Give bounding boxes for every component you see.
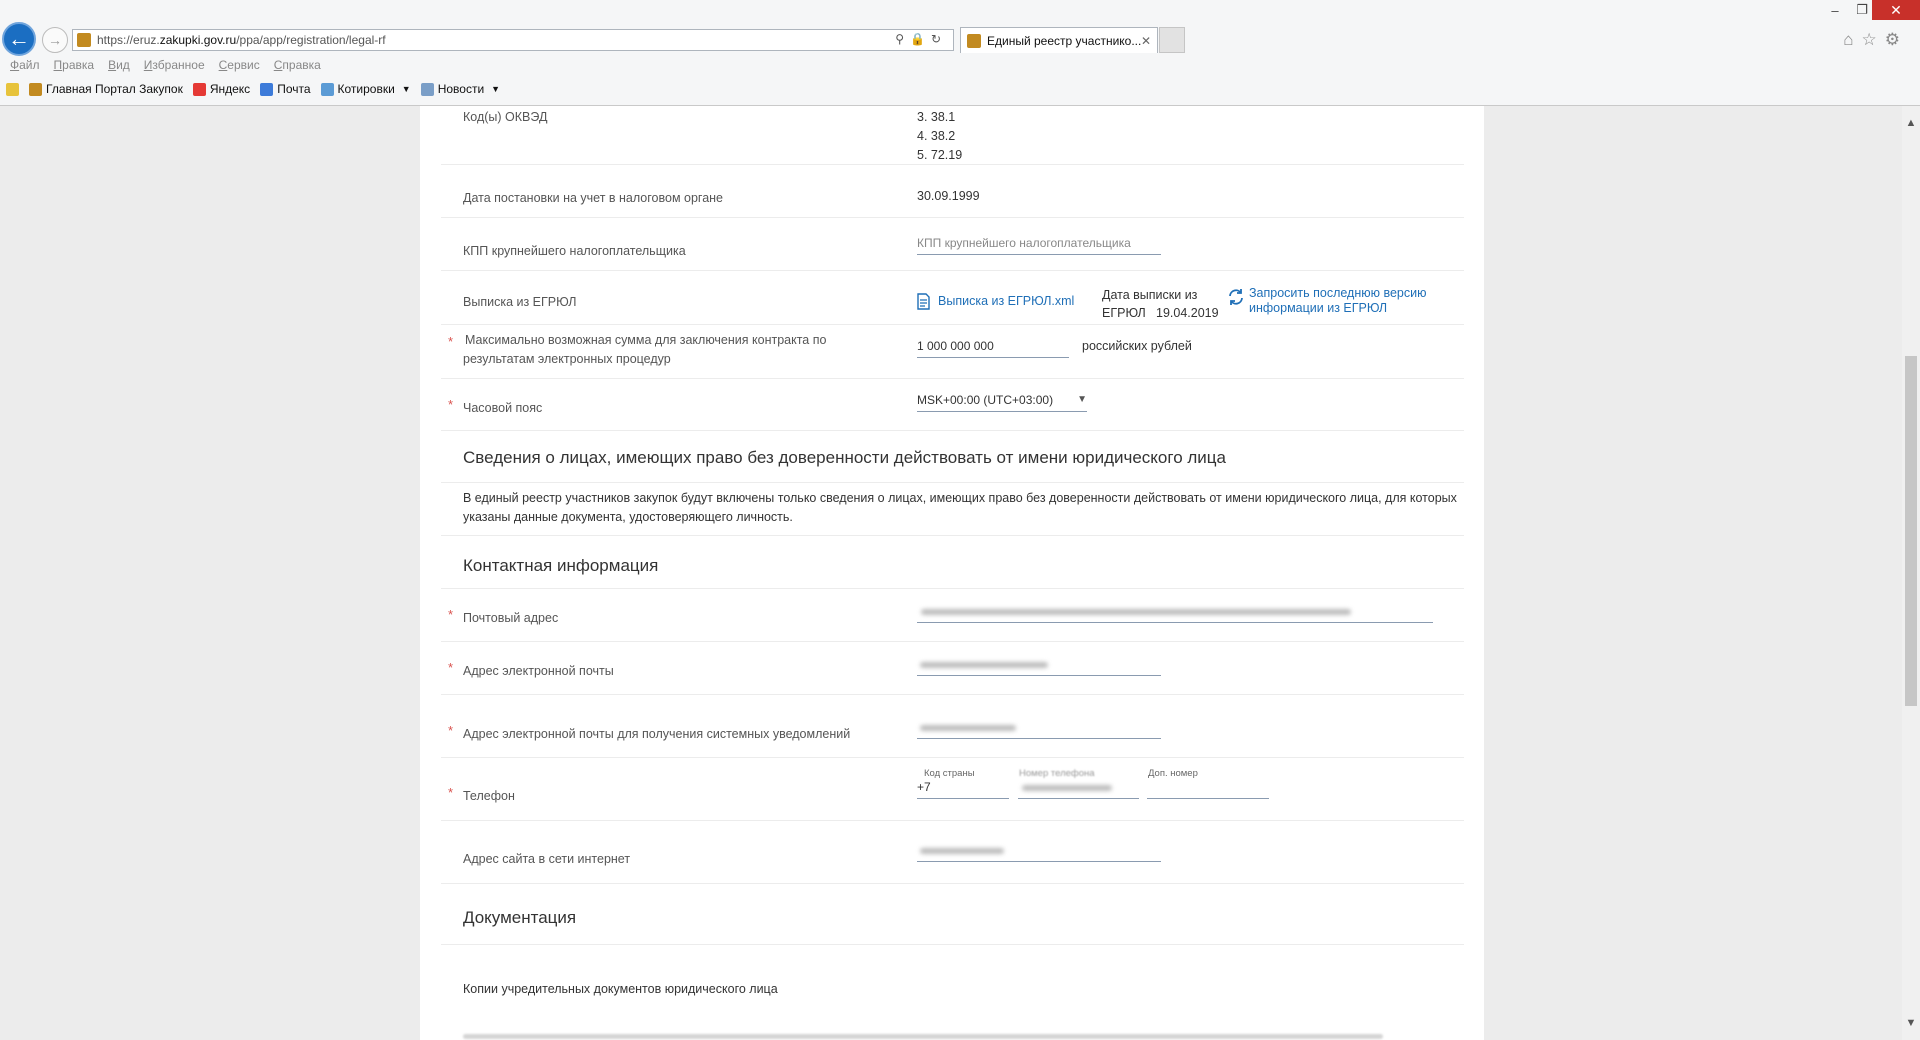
required-mark: * [448, 660, 454, 675]
new-tab-button[interactable] [1159, 27, 1185, 53]
refresh-egrul-link[interactable]: Запросить последнюю версию информации из ЕГРЮЛ [1249, 286, 1427, 315]
website-row [441, 821, 1464, 884]
email-label: Адрес электронной почты [463, 664, 614, 678]
email-input[interactable] [917, 653, 1161, 676]
notify-email-label: Адрес электронной почты для получения системных уведомлений [463, 727, 851, 741]
menu-edit[interactable]: Правка [53, 58, 95, 72]
back-arrow-icon[interactable]: ← [2, 22, 36, 56]
yandex-icon [193, 83, 206, 96]
home-icon[interactable]: ⌂ [1843, 30, 1862, 49]
chevron-down-icon: ▼ [491, 84, 501, 94]
max-sum-label-2: результатам электронных процедур [463, 352, 671, 366]
cut-off-text [463, 1034, 1383, 1039]
okved-code-3: 3. 38.1 [917, 110, 956, 124]
max-sum-label-1: Максимально возможная сумма для заключения контракта по [465, 333, 827, 347]
scroll-up-arrow-icon[interactable]: ▲ [1905, 117, 1917, 129]
max-sum-row [441, 325, 1464, 379]
emblem-icon [29, 83, 42, 96]
vertical-scrollbar[interactable] [1902, 106, 1920, 1040]
cut-off-text-row [441, 1032, 1464, 1040]
website-label: Адрес сайта в сети интернет [463, 852, 631, 866]
max-sum-input[interactable]: 1 000 000 000 [917, 335, 1069, 358]
max-sum-unit: российских рублей [1082, 339, 1192, 353]
fav-portal[interactable]: Главная Портал Закупок [29, 82, 183, 96]
forward-arrow-icon[interactable]: → [42, 27, 68, 53]
okved-row [441, 106, 1464, 165]
required-mark: * [448, 723, 454, 738]
browser-tab[interactable] [960, 27, 1158, 53]
required-mark: * [448, 607, 454, 622]
site-emblem-icon [77, 33, 91, 47]
docs-section-title: Документация [463, 908, 577, 927]
menu-view[interactable]: Вид [108, 58, 130, 72]
phone-row [441, 758, 1464, 821]
menu-tools[interactable]: Сервис [218, 58, 260, 72]
kpp-row [441, 218, 1464, 271]
scroll-thumb[interactable] [1905, 356, 1917, 706]
egrul-label: Выписка из ЕГРЮЛ [463, 295, 577, 309]
persons-section-header [441, 431, 1464, 483]
postal-address-input[interactable] [917, 600, 1433, 623]
scroll-down-arrow-icon[interactable]: ▼ [1905, 1017, 1917, 1029]
fav-mail[interactable]: Почта [260, 82, 310, 96]
search-icon: ⚲ [895, 32, 910, 46]
persons-note-row [441, 483, 1464, 536]
minimize-button[interactable]: – [1831, 2, 1839, 18]
dropdown-caret-icon: ▼ [1077, 394, 1087, 405]
tax-date-value: 30.09.1999 [917, 189, 980, 203]
news-icon [421, 83, 434, 96]
persons-section-title: Сведения о лицах, имеющих право без доверенности действовать от имени юридического лица [463, 448, 1226, 467]
add-favorite-star-icon[interactable] [6, 83, 19, 96]
notify-email-row [441, 695, 1464, 758]
menu-favorites[interactable]: Избранное [143, 58, 205, 72]
menu-file[interactable]: Файл [10, 58, 40, 72]
contact-section-header [441, 536, 1464, 589]
egrul-date-label-1: Дата выписки из [1102, 288, 1198, 302]
fav-quotes[interactable]: Котировки ▼ [321, 82, 411, 96]
lock-icon: 🔒 [909, 32, 931, 46]
favorites-bar [6, 82, 500, 96]
website-input[interactable] [917, 839, 1161, 862]
email-row [441, 642, 1464, 695]
kpp-input[interactable]: КПП крупнейшего налогоплательщика [917, 232, 1161, 255]
phone-number-label: Номер телефона [1019, 768, 1095, 779]
timezone-row [441, 379, 1464, 431]
tax-date-label: Дата постановки на учет в налоговом органе [463, 191, 724, 205]
document-icon [917, 293, 930, 310]
fav-yandex[interactable]: Яндекс [193, 82, 250, 96]
phone-number-input[interactable] [1018, 776, 1139, 799]
menu-bar [10, 58, 321, 72]
timezone-select[interactable]: MSK+00:00 (UTC+03:00) ▼ [917, 389, 1087, 412]
egrul-date-label-2: ЕГРЮЛ [1102, 306, 1146, 320]
close-window-button[interactable]: ✕ [1872, 0, 1920, 20]
browser-toolbar-icons [1843, 30, 1908, 50]
country-code-input[interactable]: +7 [917, 776, 1009, 799]
phone-label: Телефон [463, 789, 515, 803]
postal-address-row [441, 589, 1464, 642]
registration-form-page [420, 106, 1484, 1040]
okved-label: Код(ы) ОКВЭД [463, 110, 548, 124]
tab-title: Единый реестр участнико... [987, 33, 1142, 48]
egrul-file-link[interactable]: Выписка из ЕГРЮЛ.xml [917, 292, 1074, 311]
contact-section-title: Контактная информация [463, 556, 659, 575]
required-mark: * [448, 397, 454, 412]
fav-news[interactable]: Новости ▼ [421, 82, 500, 96]
ext-input[interactable] [1147, 776, 1269, 799]
kpp-label: КПП крупнейшего налогоплательщика [463, 244, 686, 258]
tab-close-icon[interactable]: ✕ [1140, 33, 1151, 48]
notify-email-input[interactable] [917, 716, 1161, 739]
settings-gear-icon[interactable]: ⚙ [1884, 30, 1908, 49]
menu-help[interactable]: Справка [273, 58, 321, 72]
persons-note-line-2: указаны данные документа, удостоверяющего личность. [463, 510, 793, 524]
required-mark: * [448, 334, 454, 349]
persons-note-line-1: В единый реестр участников закупок будут включены только сведения о лицах, имеющих право без доверенности действовать от имени юридического лица, для которых [463, 491, 1457, 505]
ext-label: Доп. номер [1148, 768, 1198, 779]
egrul-row [441, 271, 1464, 325]
chevron-down-icon: ▼ [401, 84, 411, 94]
founding-docs-label: Копии учредительных документов юридического лица [463, 982, 778, 996]
address-tools[interactable] [895, 32, 947, 46]
restore-button[interactable]: ❐ [1856, 2, 1868, 17]
ie-icon [321, 83, 334, 96]
favorites-star-icon[interactable]: ☆ [1861, 30, 1885, 49]
address-bar[interactable] [72, 29, 954, 51]
browser-chrome [0, 0, 1920, 106]
timezone-label: Часовой пояс [463, 401, 543, 415]
docs-section-header [441, 884, 1464, 945]
postal-address-label: Почтовый адрес [463, 611, 559, 625]
required-mark: * [448, 785, 454, 800]
okved-code-5: 5. 72.19 [917, 148, 963, 162]
refresh-icon: ↻ [930, 32, 947, 46]
founding-docs-row [441, 945, 1464, 1005]
tab-emblem-icon [967, 34, 981, 48]
tax-date-row [441, 165, 1464, 218]
mail-icon [260, 83, 273, 96]
okved-code-4: 4. 38.2 [917, 129, 956, 143]
refresh-arrows-icon[interactable] [1227, 288, 1245, 312]
country-code-label: Код страны [924, 768, 975, 779]
egrul-date-value: 19.04.2019 [1156, 306, 1219, 320]
url-text: https://eruz.zakupki.gov.ru/ppa/app/registration/legal-rf [97, 33, 386, 47]
